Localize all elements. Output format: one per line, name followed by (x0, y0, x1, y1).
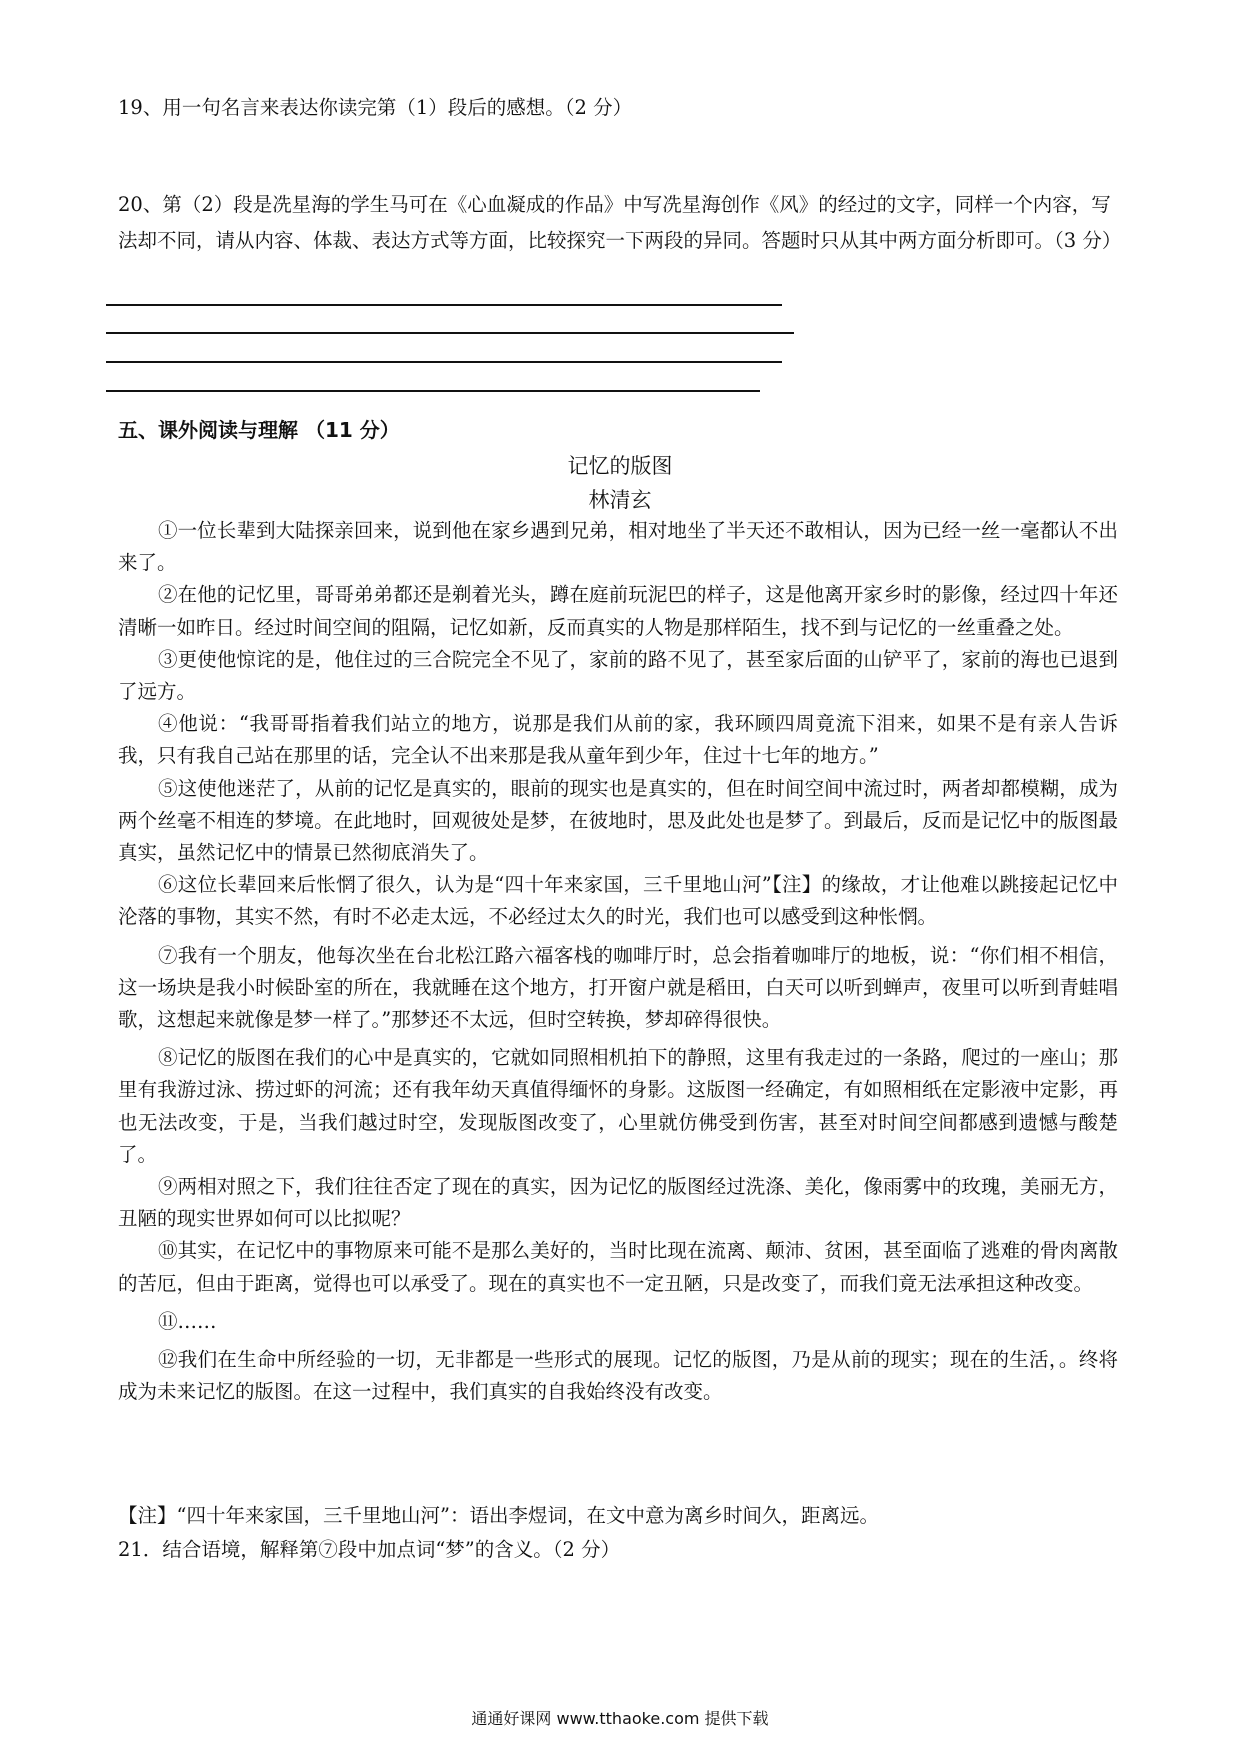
paragraph-12: ⑫我们在生命中所经验的一切，无非都是一些形式的展现。记忆的版图，乃是从前的现实；现在的生活，。终将成为未来记忆的版图。在这一过程中，我们真实的自我始终没有改变。 (118, 1348, 1118, 1404)
paragraph-9: ⑨两相对照之下，我们往往否定了现在的真实，因为记忆的版图经过洗涤、美化，像雨雾中的玫瑰，美丽无方，丑陋的现实世界如何可以比拟呢？ (118, 1175, 1118, 1231)
article-body (118, 515, 1118, 1408)
question-19: 19、用一句名言来表达你读完第（1）段后的感想。（2 分） (118, 96, 633, 119)
footnote: 【注】“四十年来家国，三千里地山河”：语出李煜词，在文中意为离乡时间久，距离远。 (118, 1504, 879, 1527)
article-author: 林清玄 (588, 488, 652, 512)
answer-line-1 (106, 304, 782, 306)
page-footer: 通通好课网 www.tthaoke.com 提供下载 (471, 1709, 769, 1728)
question-21: 21．结合语境，解释第⑦段中加点词“梦”的含义。（2 分） (118, 1538, 621, 1561)
article-title: 记忆的版图 (567, 454, 673, 478)
answer-line-3 (106, 361, 782, 363)
paragraph-3: ③更使他惊诧的是，他住过的三合院完全不见了，家前的路不见了，甚至家后面的山铲平了，家前的海也已退到了远方。 (118, 647, 1118, 704)
answer-line-4 (106, 390, 760, 392)
paragraph-6: ⑥这位长辈回来后怅惘了很久，认为是“四十年来家国，三千里地山河”【注】的缘故，才让他难以跳接起记忆中沦落的事物，其实不然，有时不必走太远，不必经过太久的时光，我们也可以感受到这种怅惘。 (118, 873, 1118, 929)
paragraph-1: ①一位长辈到大陆探亲回来，说到他在家乡遇到兄弟，相对地坐了半天还不敢相认，因为已经一丝一毫都认不出来了。 (118, 519, 1118, 575)
question-20: 20、第（2）段是冼星海的学生马可在《心血凝成的作品》中写冼星海创作《风》的经过的文字，同样一个内容，写法却不同，请从内容、体裁、表达方式等方面，比较探究一下两段的异同。答题时只从其中两方面分析即可。（3 分） (118, 193, 1122, 252)
paragraph-7: ⑦我有一个朋友，他每次坐在台北松江路六福客栈的咖啡厅时，总会指着咖啡厅的地板，说：“你们相不相信，这一场块是我小时候卧室的所在，我就睡在这个地方，打开窗户就是稻田，白天可以听到蝉声，夜里可以听到青蛙唱歌，这想起来就像是梦一样了。”那梦还不太远，但时空转换，梦却碎得很快。 (118, 943, 1118, 1032)
paragraph-4: ④他说：“我哥哥指着我们站立的地方，说那是我们从前的家，我环顾四周竟流下泪来，如果不是有亲人告诉我，只有我自己站在那里的话，完全认不出来那是我从童年到少年，住过十七年的地方。” (118, 712, 1118, 768)
paragraph-8: ⑧记忆的版图在我们的心中是真实的，它就如同照相机拍下的静照，这里有我走过的一条路，爬过的一座山；那里有我游过泳、捞过虾的河流；还有我年幼天真值得缅怀的身影。这版图一经确定，有如照相纸在定影液中定影，再也无法改变，于是，当我们越过时空，发现版图改变了，心里就仿佛受到伤害，甚至对时间空间都感到遗憾与酸楚了。 (118, 1046, 1118, 1166)
section-title: 五、课外阅读与理解 （11 分） (118, 418, 400, 442)
paragraph-11: ⑪…… (158, 1309, 217, 1333)
paragraph-2: ②在他的记忆里，哥哥弟弟都还是剃着光头，蹲在庭前玩泥巴的样子，这是他离开家乡时的影像，经过四十年还清晰一如昨日。经过时间空间的阻隔，记忆如新，反而真实的人物是那样陌生，找不到与记忆的一丝重叠之处。 (118, 583, 1118, 639)
paragraph-5: ⑤这使他迷茫了，从前的记忆是真实的，眼前的现实也是真实的，但在时间空间中流过时，两者却都模糊，成为两个丝毫不相连的梦境。在此地时，回观彼处是梦，在彼地时，思及此处也是梦了。到最后，反而是记忆中的版图最真实，虽然记忆中的情景已然彻底消失了。 (118, 776, 1118, 865)
answer-line-2 (106, 332, 794, 334)
paragraph-10: ⑩其实，在记忆中的事物原来可能不是那么美好的，当时比现在流离、颠沛、贫困，甚至面临了逃难的骨肉离散的苦厄，但由于距离，觉得也可以承受了。现在的真实也不一定丑陋，只是改变了，而我们竟无法承担这种改变。 (118, 1239, 1118, 1295)
